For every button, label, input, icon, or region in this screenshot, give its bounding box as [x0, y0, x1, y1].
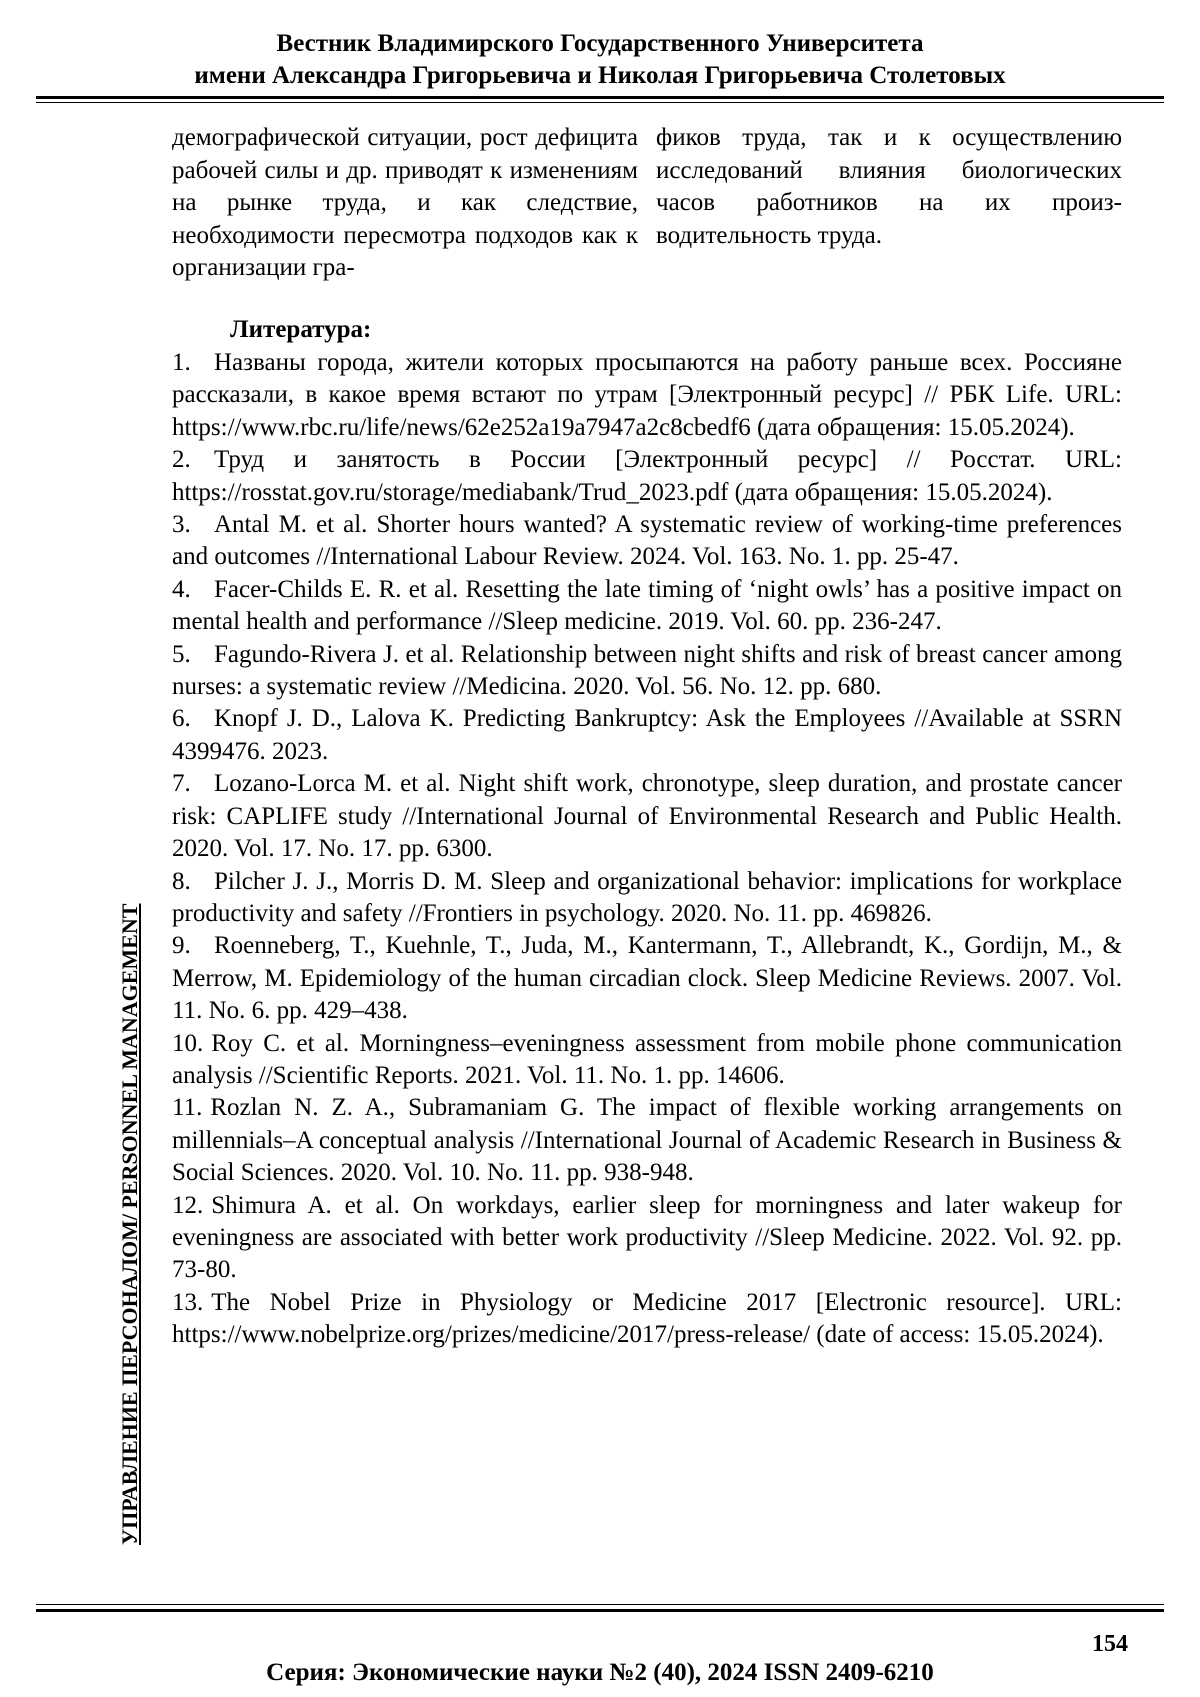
header-rule-thin — [36, 102, 1164, 103]
reference-text: Rozlan N. Z. A., Subramaniam G. The impact of flexible working arrangements on millennials–A conceptual analysis //International Journal of Academic Research in Business & Social Sciences. 2020. Vol. 10. No. 11. pp. 938-948. — [172, 1094, 1122, 1187]
reference-item — [172, 1092, 1122, 1189]
reference-item — [172, 574, 1122, 639]
reference-number: 4. — [172, 575, 191, 603]
left-column-text: демографической ситуации, рост дефицита рабочей силы и др. приводят к изменениям на рынке труда, и как следствие, необходимости пересмотра подходов как к организации гра- — [172, 124, 638, 281]
section-side-label: УПРАВЛЕНИЕ ПЕРСОНАЛОМ/ PERSONNEL MANAGEMENT — [117, 903, 142, 1545]
reference-number: 11. — [172, 1094, 203, 1122]
reference-list — [172, 347, 1122, 1352]
reference-item — [172, 1028, 1122, 1093]
right-column-text: фиков труда, так и к осуществлению исследований влияния биологических часов работников на их производительность труда. — [656, 124, 1122, 249]
reference-number: 6. — [172, 705, 191, 733]
reference-text: The Nobel Prize in Physiology or Medicine 2017 [Electronic resource]. URL: https://www.nobelprize.org/prizes/medicine/2017/press-release/ (date of access: 15.05.2024). — [172, 1288, 1122, 1349]
reference-text: Knopf J. D., Lalova K. Predicting Bankruptcy: Ask the Employees //Available at SSRN 4399476. 2023. — [172, 705, 1122, 765]
reference-item — [172, 509, 1122, 574]
reference-number: 10. — [172, 1029, 204, 1057]
reference-text: Pilcher J. J., Morris D. M. Sleep and organizational behavior: implications for workplace productivity and safety //Frontiers in psychology. 2020. No. 11. pp. 469826. — [172, 867, 1122, 927]
journal-title-line1: Вестник Владимирского Государственного Университета — [276, 30, 924, 57]
reference-item — [172, 639, 1122, 704]
footer-rule-thick — [36, 1609, 1164, 1612]
reference-text: Fagundo-Rivera J. et al. Relationship between night shifts and risk of breast cancer among nurses: a systematic review //Medicina. 2020. Vol. 56. No. 12. pp. 680. — [172, 640, 1122, 701]
footer-rule-thin — [36, 1604, 1164, 1605]
reference-text: Roy C. et al. Morningness–eveningness assessment from mobile phone communication analysis //Scientific Reports. 2021. Vol. 11. No. 1. pp. 14606. — [172, 1029, 1122, 1089]
reference-text: Lozano-Lorca M. et al. Night shift work, chronotype, sleep duration, and prostate cancer risk: CAPLIFE study //International Journal of Environmental Research and Public Health. 2020. Vol. 17. No. 17. pp. 6300. — [172, 770, 1122, 863]
journal-header — [36, 28, 1164, 92]
reference-item — [172, 1190, 1122, 1287]
reference-item — [172, 930, 1122, 1027]
reference-text: Названы города, жители которых просыпаются на работу раньше всех. Россияне рассказали, в какое время встают по утрам [Электронный ресурс] // РБК Life. URL: https://www.rbc.ru/life/news/62e252a19a7947a2c8cbedf6 (дата обращения: 15.05.2024). — [172, 349, 1122, 441]
reference-item — [172, 866, 1122, 931]
reference-number: 1. — [172, 349, 191, 376]
reference-text: Roenneberg, T., Kuehnle, T., Juda, M., Kantermann, T., Allebrandt, K., Gordijn, M., & Merrow, M. Epidemiology of the human circadian clock. Sleep Medicine Reviews. 2007. Vol. 11. No. 6. pp. 429–438. — [172, 932, 1122, 1025]
reference-text: Труд и занятость в России [Электронный ресурс] // Росстат. URL: https://rosstat.gov.ru/storage/mediabank/Trud_2023.pdf (дата обращения: 15.05.2024). — [172, 446, 1122, 506]
reference-item — [172, 768, 1122, 865]
reference-number: 8. — [172, 867, 191, 895]
series-footer: Серия: Экономические науки №2 (40), 2024 ISSN 2409-6210 — [266, 1659, 934, 1686]
reference-item — [172, 1287, 1122, 1352]
reference-number: 7. — [172, 770, 191, 798]
page-number: 154 — [1092, 1631, 1128, 1657]
reference-item — [172, 703, 1122, 768]
reference-text: Antal M. et al. Shorter hours wanted? A systematic review of working-time preferences and outcomes //International Labour Review. 2024. Vol. 163. No. 1. pp. 25-47. — [172, 511, 1122, 571]
reference-number: 3. — [172, 511, 191, 539]
journal-title-line2: имени Александра Григорьевича и Николая Григорьевича Столетовых — [194, 62, 1006, 89]
reference-number: 13. — [172, 1288, 204, 1316]
body-columns — [172, 122, 1122, 285]
reference-number: 9. — [172, 932, 191, 960]
literature-title: Литература: — [230, 316, 372, 343]
reference-number: 12. — [172, 1191, 204, 1219]
reference-item — [172, 444, 1122, 509]
reference-number: 5. — [172, 640, 191, 668]
reference-item — [172, 347, 1122, 444]
header-rule-thick — [36, 96, 1164, 99]
reference-text: Shimura A. et al. On workdays, earlier sleep for morningness and later wakeup for eveningness are associated with better work productivity //Sleep Medicine. 2022. Vol. 92. pp. 73-80. — [172, 1191, 1122, 1284]
reference-text: Facer-Childs E. R. et al. Resetting the late timing of ‘night owls’ has a positive impact on mental health and performance //Sleep medicine. 2019. Vol. 60. pp. 236-247. — [172, 575, 1122, 636]
reference-number: 2. — [172, 446, 191, 474]
